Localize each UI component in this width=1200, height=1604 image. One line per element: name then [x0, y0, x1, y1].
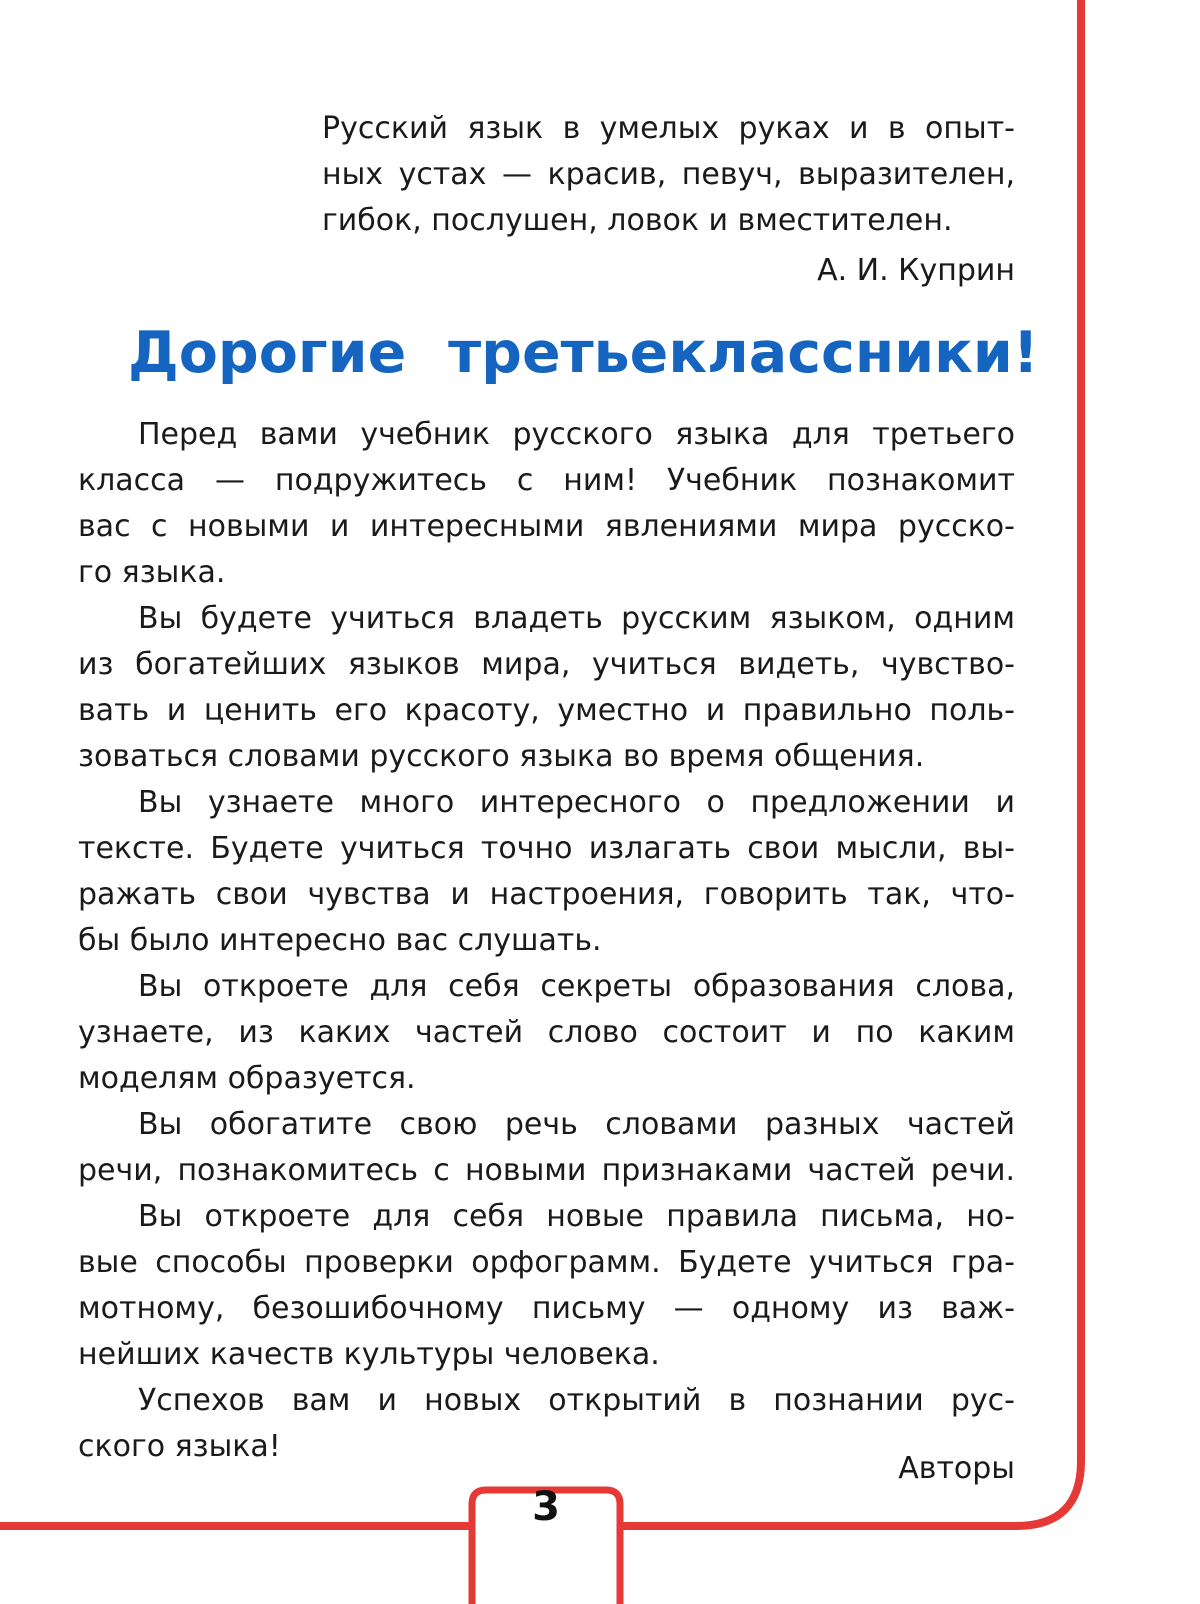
paragraph: [78, 1378, 1015, 1470]
text-line: Вы будете учиться владеть русским языком, одним: [138, 601, 1015, 636]
epigraph-author: А. И. Куприн: [817, 253, 1015, 288]
body-text: [78, 412, 1015, 1470]
text-line: вать и ценить его красоту, уместно и правильно поль-: [78, 693, 1015, 728]
text-line: зоваться словами русского языка во время общения.: [78, 739, 925, 774]
text-line: Вы откроете для себя новые правила письма, но-: [138, 1199, 1015, 1234]
text-line: класса — подружитесь с ним! Учебник познакомит: [78, 463, 1015, 498]
signature: Авторы: [898, 1451, 1015, 1486]
text-line: Успехов вам и новых открытий в познании рус-: [138, 1383, 1015, 1418]
text-line: Вы узнаете много интересного о предложении и: [138, 785, 1015, 820]
paragraph: [78, 1102, 1015, 1194]
text-line: узнаете, из каких частей слово состоит и по каким: [78, 1015, 1015, 1050]
paragraph: [78, 964, 1015, 1102]
text-line: тексте. Будете учиться точно излагать свои мысли, вы-: [78, 831, 1015, 866]
text-line: вые способы проверки орфограмм. Будете учиться гра-: [78, 1245, 1015, 1280]
text-line: бы было интересно вас слушать.: [78, 923, 602, 958]
paragraph: [78, 596, 1015, 780]
page-number: 3: [532, 1484, 560, 1530]
epigraph-line: Русский язык в умелых руках и в опыт-: [322, 111, 1015, 146]
text-line: нейших качеств культуры человека.: [78, 1337, 660, 1372]
text-line: го языка.: [78, 555, 226, 590]
epigraph: [322, 106, 1015, 294]
text-line: мотному, безошибочному письму — одному из важ-: [78, 1291, 1015, 1326]
paragraph: [78, 780, 1015, 964]
text-line: из богатейших языков мира, учиться видеть, чувство-: [78, 647, 1015, 682]
paragraph: [78, 412, 1015, 596]
text-line: Вы откроете для себя секреты образования слова,: [138, 969, 1015, 1004]
text-line: Вы обогатите свою речь словами разных частей: [138, 1107, 1015, 1142]
page-title: Дорогие третьеклассники!: [128, 320, 1039, 386]
text-line: речи, познакомитесь с новыми признаками частей речи.: [78, 1153, 1015, 1188]
epigraph-line: ных устах — красив, певуч, выразителен,: [322, 157, 1015, 192]
text-line: моделям образуется.: [78, 1061, 416, 1096]
paragraph: [78, 1194, 1015, 1378]
text-line: Перед вами учебник русского языка для третьего: [138, 417, 1015, 452]
text-line: ражать свои чувства и настроения, говорить так, что-: [78, 877, 1015, 912]
text-line: ского языка!: [78, 1429, 281, 1464]
text-line: вас с новыми и интересными явлениями мира русско-: [78, 509, 1015, 544]
epigraph-line: гибок, послушен, ловок и вместителен.: [322, 203, 953, 238]
